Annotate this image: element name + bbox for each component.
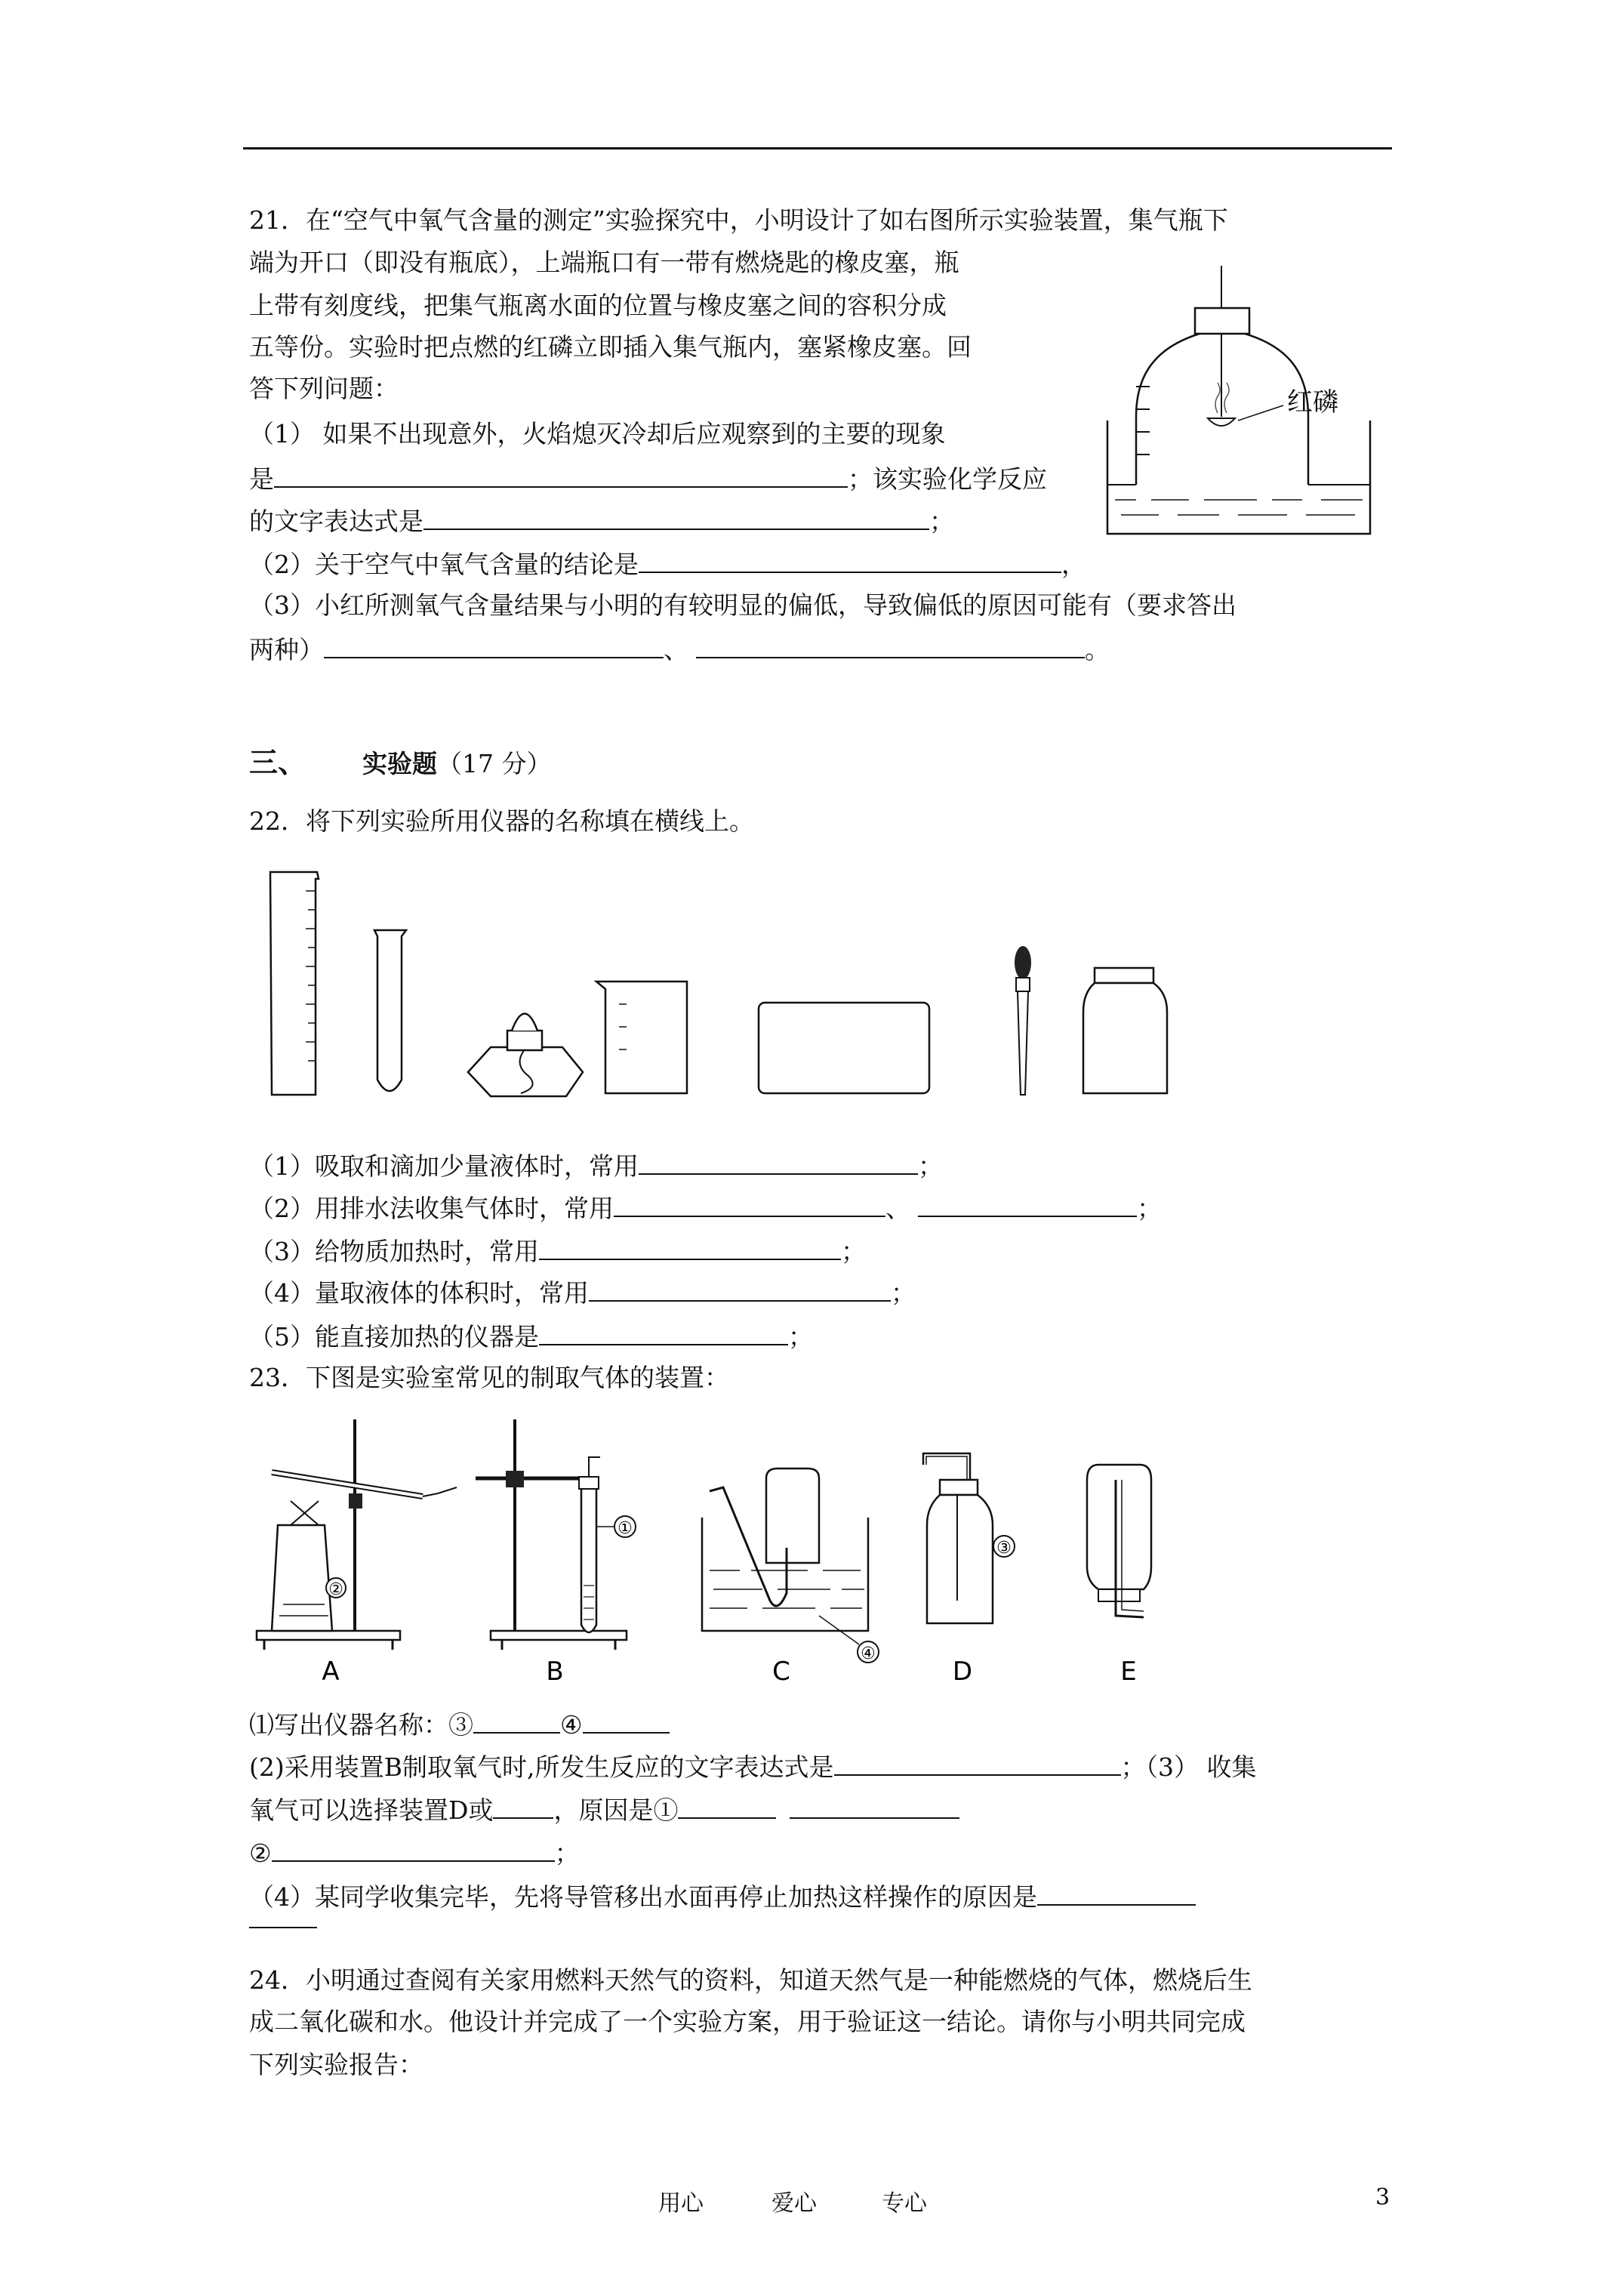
- q22-item-5-post: ；: [788, 1322, 813, 1351]
- test-tube-icon: [374, 930, 406, 1091]
- apparatus-d-icon: [923, 1453, 1015, 1687]
- q21-part1-c: [249, 504, 954, 537]
- q23-part2-post: ；（3） 收集: [1120, 1752, 1257, 1782]
- apparatus-label-d: D: [952, 1657, 973, 1687]
- dropper-icon: [1015, 946, 1031, 1095]
- answer-blank-continuation[interactable]: [249, 1927, 317, 1928]
- marker-2-label: ②: [328, 1580, 343, 1599]
- q24-line2: 成二氧化碳和水。他设计并完成了一个实验方案，用于验证这一结论。请你与小明共同完成: [249, 2007, 1246, 2036]
- q21-part2: [249, 547, 1086, 580]
- answer-blank[interactable]: [539, 1234, 841, 1260]
- answer-blank[interactable]: [834, 1750, 1121, 1776]
- answer-blank[interactable]: [473, 1708, 560, 1734]
- marker-3-label: ③: [996, 1539, 1012, 1558]
- q21-part1-b-post: ；该实验化学反应: [848, 464, 1047, 494]
- q22-item-4: [249, 1276, 916, 1308]
- answer-blank[interactable]: [493, 1793, 553, 1819]
- answer-blank[interactable]: [696, 633, 1085, 658]
- q22-item-2-text: （2）用排水法收集气体时，常用: [249, 1194, 614, 1223]
- q22-item-2: [249, 1191, 1162, 1224]
- answer-blank[interactable]: [589, 1276, 891, 1302]
- q21-part1-b-pre: 是: [249, 464, 274, 494]
- apparatus-label-b: B: [546, 1657, 564, 1687]
- q21-part3-b-pre: 两种）: [249, 635, 324, 664]
- answer-blank[interactable]: [614, 1191, 885, 1217]
- lab-instruments-figure: [264, 868, 1193, 1110]
- q22-item-3-post: ；: [841, 1237, 866, 1266]
- q23-part3-b: [249, 1836, 580, 1869]
- q22-item-5-text: （5）能直接加热的仪器是: [249, 1322, 539, 1351]
- q21-part3-a: （3）小红所测氧气含量结果与小明的有较明显的偏低，导致偏低的原因可能有（要求答出: [249, 590, 1236, 620]
- gas-collection-bottle-icon: [1083, 968, 1167, 1093]
- q22-item-2-post: ；: [1137, 1194, 1162, 1223]
- section-score: （17 分）: [437, 749, 552, 778]
- q21-line2: 端为开口（即没有瓶底），上端瓶口有一带有燃烧匙的橡皮塞，瓶: [249, 248, 959, 277]
- apparatus-e-icon: [1087, 1465, 1151, 1687]
- q21-part3-b-mid: 、: [664, 635, 688, 664]
- footer-slogan-2: 爱心: [771, 2190, 817, 2217]
- q22-item-2-mid: 、: [885, 1194, 910, 1223]
- answer-blank[interactable]: [918, 1191, 1137, 1217]
- answer-blank[interactable]: [272, 1836, 555, 1862]
- q22-item-5: [249, 1320, 813, 1352]
- q23-part3-b-text: ②: [249, 1838, 272, 1868]
- page-number: 3: [1375, 2184, 1390, 2211]
- apparatus-label-c: C: [772, 1657, 790, 1687]
- apparatus-c-icon: [702, 1469, 879, 1687]
- q22-item-1-post: ；: [918, 1151, 943, 1181]
- q21-part3-b-post: 。: [1085, 635, 1110, 664]
- q22-stem: 22．将下列实验所用仪器的名称填在横线上。: [249, 806, 754, 836]
- footer-slogan-3: 专心: [882, 2190, 927, 2217]
- q23-part2: [249, 1750, 1257, 1783]
- q22-item-4-post: ；: [891, 1278, 916, 1308]
- q23-part1-text: ⑴写出仪器名称：③: [249, 1710, 473, 1740]
- graduated-cylinder-icon: [270, 872, 319, 1095]
- gas-jar-apparatus-figure: [1106, 266, 1378, 545]
- q21-part1-a: （1） 如果不出现意外，火焰熄灭冷却后应观察到的主要的现象: [249, 419, 946, 448]
- apparatus-b-icon: [476, 1419, 636, 1687]
- answer-blank[interactable]: [678, 1793, 776, 1819]
- q21-line3: 上带有刻度线，把集气瓶离水面的位置与橡皮塞之间的容积分成: [249, 291, 947, 320]
- answer-blank[interactable]: [639, 547, 1061, 573]
- q21-line1: 21．在“空气中氧气含量的测定”实验探究中，小明设计了如右图所示实验装置，集气瓶下: [249, 205, 1228, 235]
- q23-part1-mid: ④: [560, 1710, 583, 1740]
- section-number: 三、: [249, 745, 307, 779]
- q23-part3: [249, 1793, 959, 1826]
- q23-part3-b-post: ；: [554, 1838, 580, 1868]
- q23-stem: 23．下图是实验室常见的制取气体的装置：: [249, 1363, 729, 1392]
- apparatus-label-e: E: [1120, 1657, 1137, 1687]
- q23-part3-mid: ，原因是①: [553, 1795, 679, 1825]
- apparatus-label-a: A: [322, 1657, 340, 1687]
- q23-part4: [249, 1880, 1196, 1912]
- q23-part3-text: 氧气可以选择装置D或: [249, 1795, 494, 1825]
- q21-line5: 答下列问题：: [249, 374, 399, 403]
- q22-item-1: [249, 1149, 943, 1182]
- q23-part1: [249, 1708, 670, 1740]
- answer-blank[interactable]: [583, 1708, 670, 1734]
- section-title-text: 实验题: [362, 749, 437, 778]
- q21-part2-pre: （2）关于空气中氧气含量的结论是: [249, 550, 639, 579]
- q21-part1-c-post: ；: [929, 507, 954, 536]
- footer-slogan-1: 用心: [658, 2190, 704, 2217]
- q22-item-4-text: （4）量取液体的体积时，常用: [249, 1278, 589, 1308]
- q23-part2-text: (2)采用装置B制取氧气时,所发生反应的文字表达式是: [249, 1752, 834, 1782]
- section-title: [362, 749, 551, 779]
- answer-blank[interactable]: [1037, 1880, 1196, 1906]
- answer-blank[interactable]: [539, 1320, 788, 1345]
- q24-line1: 24．小明通过查阅有关家用燃料天然气的资料，知道天然气是一种能燃烧的气体，燃烧后生: [249, 1965, 1252, 1995]
- q21-line4: 五等份。实验时把点燃的红磷立即插入集气瓶内，塞紧橡皮塞。回: [249, 332, 972, 362]
- gas-preparation-apparatus-figure: [249, 1412, 1223, 1691]
- q21-part3-b: [249, 633, 1110, 665]
- answer-blank[interactable]: [324, 633, 664, 658]
- water-trough-icon: [759, 1003, 929, 1093]
- answer-blank[interactable]: [274, 462, 848, 488]
- marker-1-label: ①: [617, 1519, 633, 1538]
- q22-item-3: [249, 1234, 866, 1267]
- answer-blank[interactable]: [790, 1793, 959, 1819]
- q24-line3: 下列实验报告：: [249, 2050, 423, 2079]
- alcohol-lamp-icon: [468, 1014, 583, 1097]
- apparatus-a-icon: [257, 1419, 457, 1687]
- marker-4-label: ④: [861, 1644, 876, 1663]
- q21-part1-c-pre: 的文字表达式是: [249, 507, 423, 536]
- header-rule: [243, 147, 1392, 149]
- q21-part1-b: [249, 462, 1047, 495]
- beaker-icon: [596, 982, 687, 1093]
- q23-part4-text: （4）某同学收集完毕，先将导管移出水面再停止加热这样操作的原因是: [249, 1882, 1037, 1912]
- q22-item-1-text: （1）吸取和滴加少量液体时，常用: [249, 1151, 639, 1181]
- q21-part2-post: ，: [1061, 550, 1086, 579]
- answer-blank[interactable]: [423, 504, 929, 530]
- answer-blank[interactable]: [639, 1149, 918, 1175]
- q22-item-3-text: （3）给物质加热时，常用: [249, 1237, 539, 1266]
- red-phosphorus-label: 红磷: [1287, 387, 1338, 418]
